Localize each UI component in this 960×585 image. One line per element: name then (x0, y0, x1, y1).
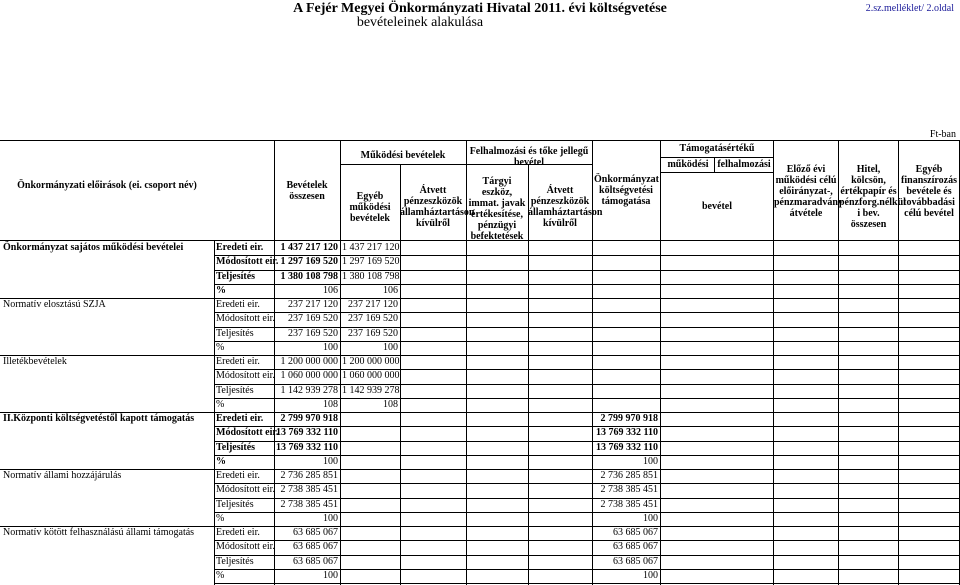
col-header-sv-capital: felhalmozási (717, 159, 771, 170)
cell-gov-support: 100 (643, 455, 658, 467)
col-header-gov-support: Önkormányzat költségvetési támogatása (594, 174, 659, 207)
cell-other-operating: 106 (383, 284, 398, 296)
cell-total: 13 769 332 110 (276, 441, 338, 453)
row-label: Eredeti eir. (216, 299, 260, 310)
cell-total: 13 769 332 110 (276, 427, 338, 439)
cell-total: 63 685 067 (293, 555, 338, 567)
cell-total: 1 142 939 278 (280, 384, 338, 396)
row-label: Eredeti eir. (216, 527, 260, 538)
cell-total: 2 738 385 451 (280, 498, 338, 510)
cell-gov-support: 63 685 067 (613, 527, 658, 538)
col-header-other-operating: Egyéb működési bevételek (349, 191, 391, 224)
col-header-other-financing: Egyéb finanszírozás bevétele és továbbadási célú bevétel (901, 164, 957, 219)
cell-total: 237 169 520 (288, 327, 338, 339)
cell-total: 2 736 285 851 (280, 470, 338, 481)
page-title: A Fejér Megyei Önkormányzati Hivatal 2011. évi költségvetése (293, 1, 667, 16)
col-header-transferred-op: Átvett pénzeszközök államháztartáson kívülről (400, 185, 475, 229)
cell-total: 100 (323, 455, 338, 467)
cell-gov-support: 2 736 285 851 (600, 470, 658, 481)
col-header-capital: Felhalmozási és tőke jellegű bevétel (469, 146, 589, 168)
row-label: Teljesítés (216, 384, 254, 396)
col-header-sv-income: bevétel (702, 201, 732, 212)
row-label: % (216, 341, 225, 353)
row-label: Eredeti eir. (216, 470, 260, 481)
cell-other-operating: 1 200 000 000 (342, 356, 400, 367)
row-label: Eredeti eir. (216, 356, 260, 367)
cell-other-operating: 108 (383, 398, 398, 410)
cell-other-operating: 1 380 108 798 (342, 270, 400, 282)
col-header-loans: Hitel, kölcsön, értékpapír és pénzforg.nélkül i bev. összesen (839, 164, 906, 230)
cell-total: 1 380 108 798 (280, 270, 338, 282)
row-label: Eredeti eir. (216, 242, 264, 253)
cell-total: 63 685 067 (293, 527, 338, 538)
row-label: Teljesítés (216, 270, 256, 282)
cell-gov-support: 100 (643, 569, 658, 581)
row-label: Módosított eir. (216, 427, 279, 439)
section-name: Normatív kötött felhasználású állami támogatás (3, 526, 195, 538)
unit-label: Ft-ban (929, 129, 956, 140)
section-name: Illetékbevételek (3, 355, 67, 367)
cell-other-operating: 1 142 939 278 (342, 384, 400, 396)
cell-total: 2 799 970 918 (280, 413, 338, 424)
cell-total: 100 (323, 512, 338, 524)
cell-gov-support: 100 (643, 512, 658, 524)
cell-total: 1 437 217 120 (280, 242, 338, 253)
cell-total: 1 060 000 000 (280, 370, 338, 382)
row-label: Teljesítés (216, 498, 254, 510)
cell-gov-support: 2 738 385 451 (600, 484, 658, 496)
cell-other-operating: 100 (383, 341, 398, 353)
cell-gov-support: 13 769 332 110 (596, 427, 658, 439)
row-label: % (216, 569, 225, 581)
row-label: Módosított eir. (216, 313, 275, 325)
row-label: Módosított eir. (216, 256, 279, 268)
cell-gov-support: 2 799 970 918 (600, 413, 658, 424)
cell-other-operating: 1 297 169 520 (342, 256, 400, 268)
cell-total: 237 169 520 (288, 313, 338, 325)
row-label: Módosított eir. (216, 541, 275, 553)
row-label: Teljesítés (216, 555, 254, 567)
section-name: Önkormányzat sajátos működési bevételei (3, 241, 184, 253)
row-label: Módosított eir. (216, 484, 275, 496)
cell-total: 63 685 067 (293, 541, 338, 553)
col-header-transferred-cap: Átvett pénzeszközök államháztartáson kívülről (528, 185, 603, 229)
cell-total: 1 297 169 520 (280, 256, 338, 268)
cell-total: 100 (323, 569, 338, 581)
cell-total: 237 217 120 (288, 299, 338, 310)
cell-gov-support: 2 738 385 451 (600, 498, 658, 510)
row-label: % (216, 455, 226, 467)
cell-gov-support: 13 769 332 110 (596, 441, 658, 453)
cell-other-operating: 237 217 120 (348, 299, 398, 310)
row-label: % (216, 398, 225, 410)
cell-total: 106 (323, 284, 338, 296)
col-header-prev-year: Előző évi működési célú előirányzat-, pénzmaradvány átvétele (774, 164, 843, 219)
cell-other-operating: 1 060 000 000 (342, 370, 400, 382)
row-label: Teljesítés (216, 327, 254, 339)
section-name: II.Központi költségvetéstől kapott támogatás (3, 412, 195, 424)
cell-total: 108 (323, 398, 338, 410)
appendix-label: 2.sz.melléklet/ 2.oldal (865, 3, 954, 14)
col-header-operating: Működési bevételek (360, 150, 446, 161)
col-header-support-value: Támogatásértékű (679, 143, 755, 154)
cell-other-operating: 237 169 520 (348, 313, 398, 325)
col-header-sv-operating: működési (667, 159, 709, 170)
cell-other-operating: 1 437 217 120 (342, 242, 400, 253)
row-label: Teljesítés (216, 441, 256, 453)
section-name: Normatív elosztású SZJA (3, 298, 106, 310)
row-label: % (216, 512, 225, 524)
row-label: Módosított eir. (216, 370, 275, 382)
page-subtitle: bevételeinek alakulása (356, 15, 484, 30)
row-label: Eredeti eir. (216, 413, 264, 424)
cell-other-operating: 237 169 520 (348, 327, 398, 339)
col-header-total: Bevételek összesen (286, 180, 328, 202)
section-name: Normatív állami hozzájárulás (3, 469, 122, 481)
cell-gov-support: 63 685 067 (613, 541, 658, 553)
cell-total: 2 738 385 451 (280, 484, 338, 496)
row-label: % (216, 284, 226, 296)
cell-gov-support: 63 685 067 (613, 555, 658, 567)
col-header-tangible: Tárgyi eszköz, immat. javak értékesítése, pénzügyi befektetések (468, 176, 526, 242)
col-header-name: Önkormányzati előirások (ei. csoport név) (17, 180, 197, 191)
cell-total: 100 (323, 341, 338, 353)
cell-total: 1 200 000 000 (280, 356, 338, 367)
